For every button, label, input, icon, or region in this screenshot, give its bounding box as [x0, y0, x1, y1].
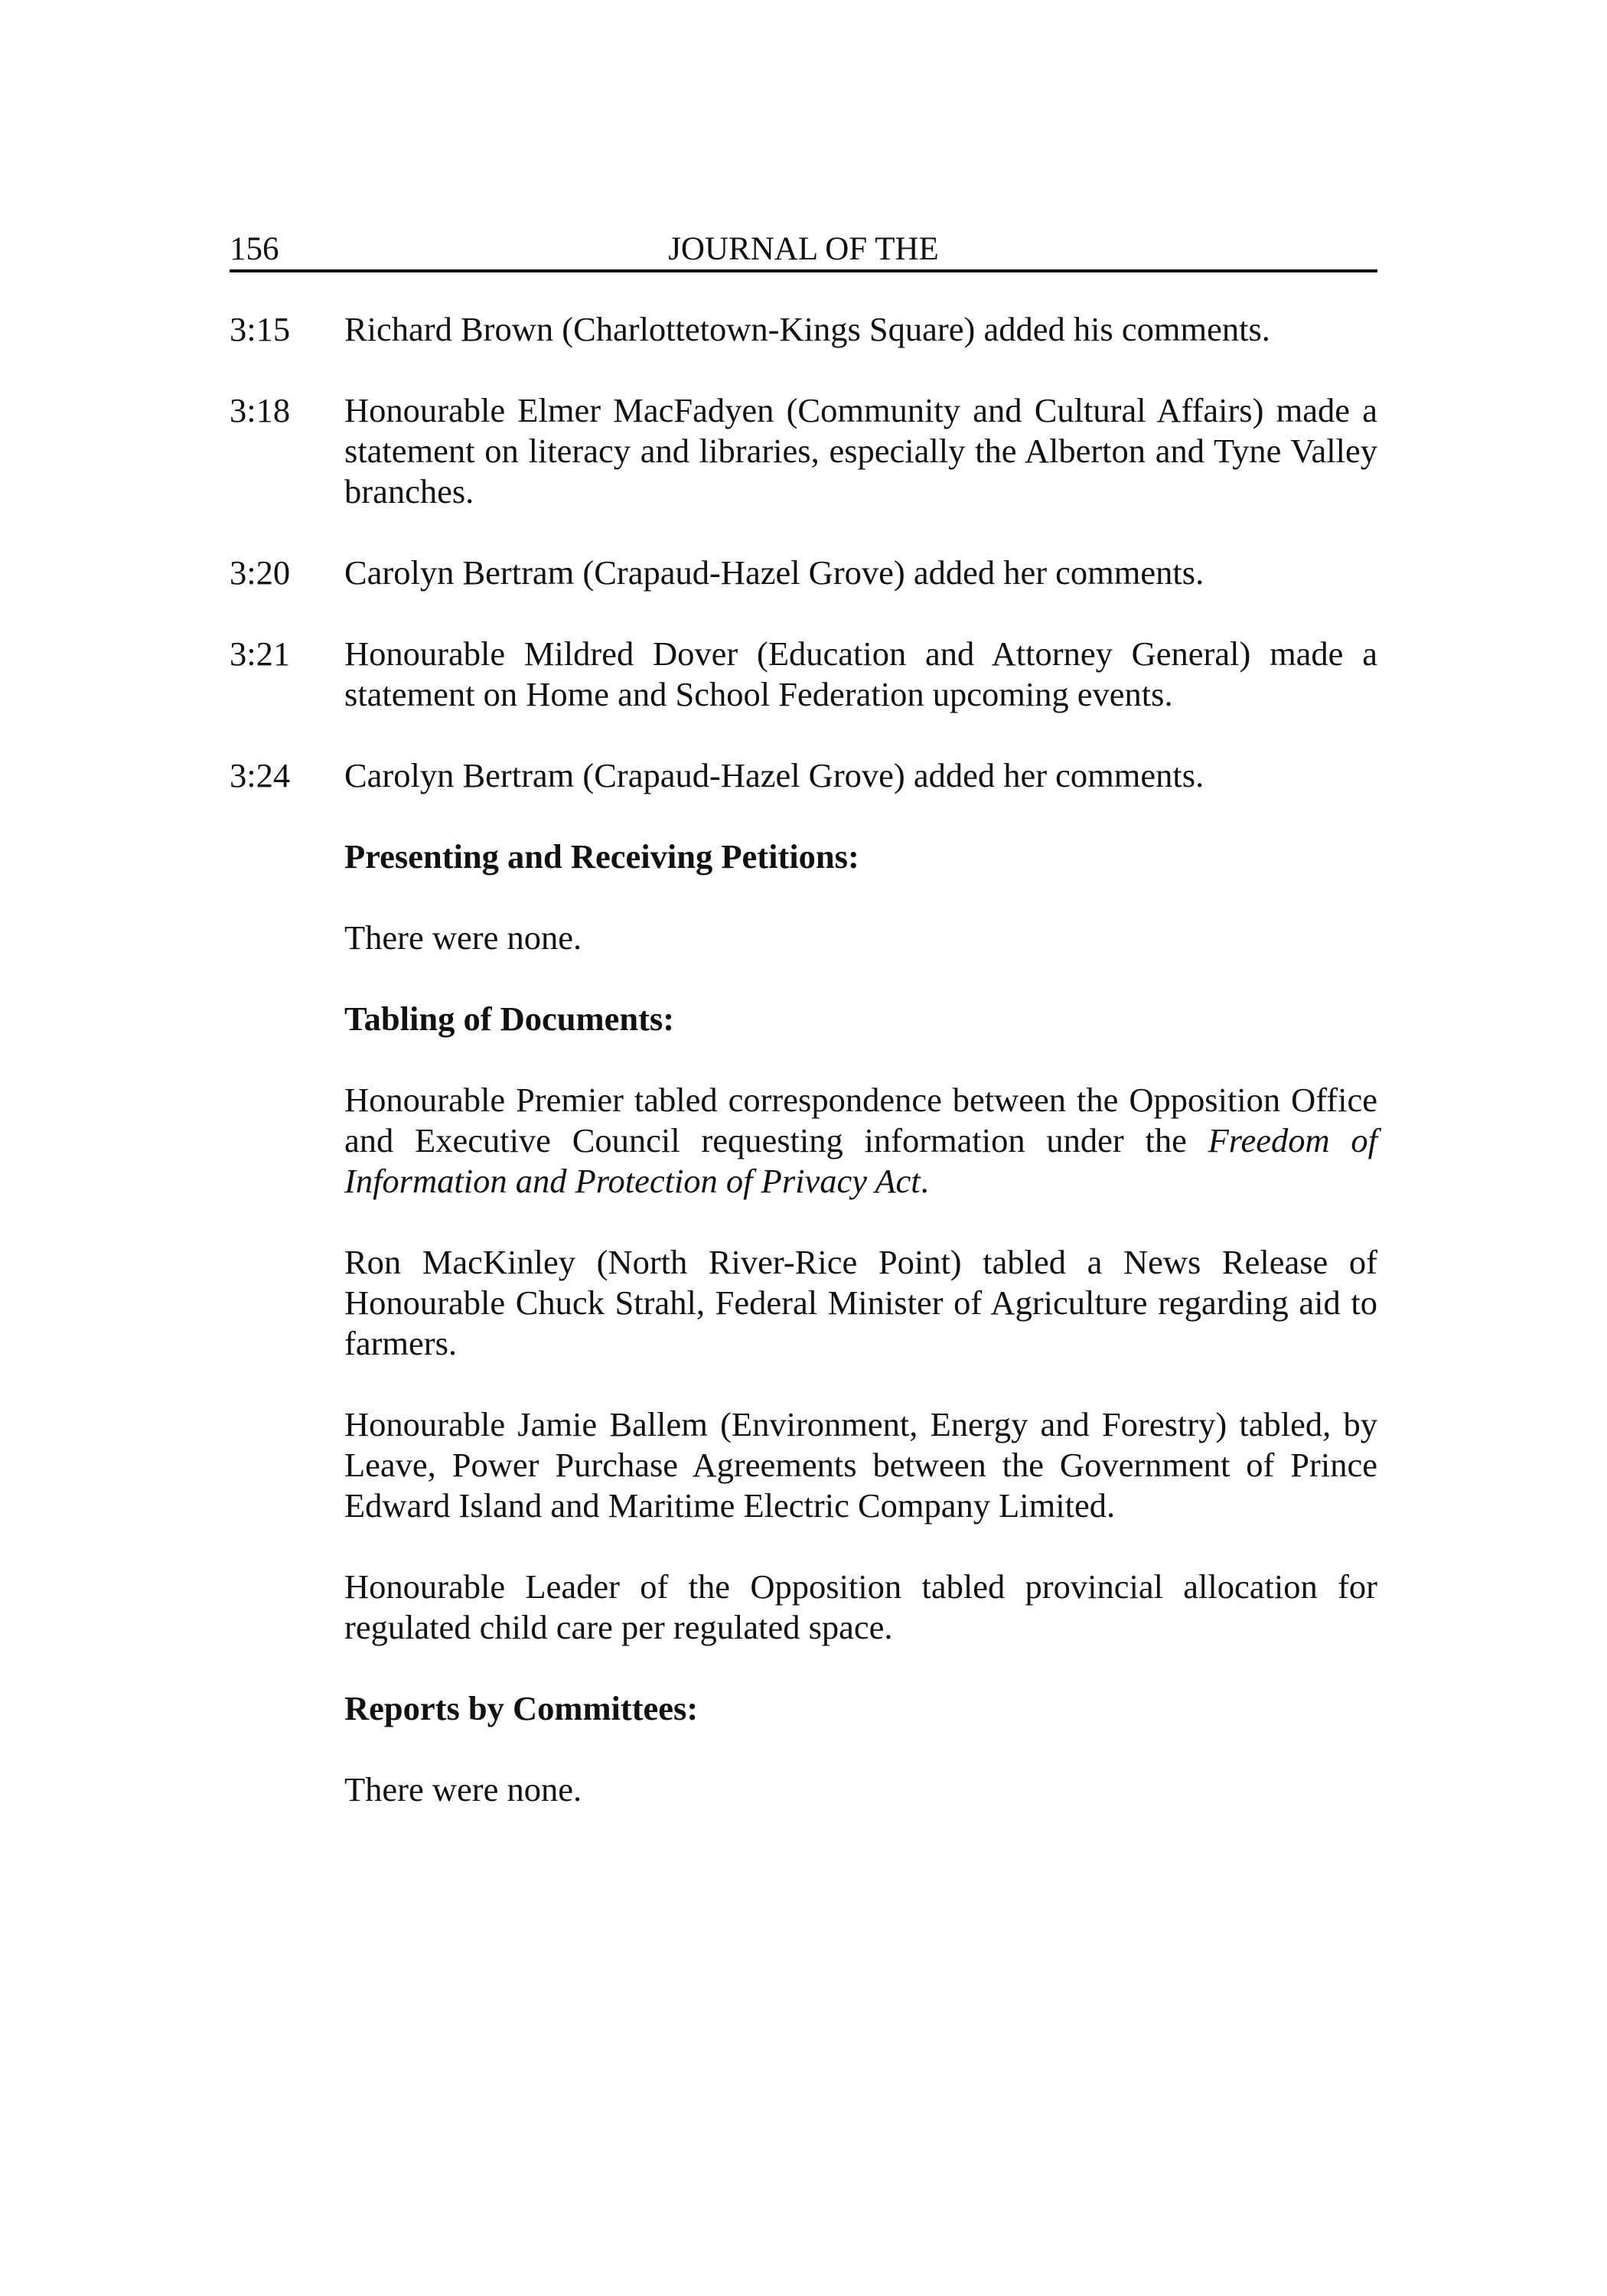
entry-time: 3:18	[230, 391, 291, 429]
tabling-heading: Tabling of Documents:	[344, 1000, 675, 1038]
act-title: Freedom of Information and Protection of Privacy Act	[344, 1121, 1377, 1200]
entry-time: 3:24	[230, 756, 291, 794]
entry-time: 3:20	[230, 553, 291, 592]
time-entry	[230, 309, 1377, 350]
entry-text: Carolyn Bertram (Crapaud-Hazel Grove) added her comments.	[344, 553, 1204, 592]
page-body	[230, 309, 1377, 1810]
entry-text: Carolyn Bertram (Crapaud-Hazel Grove) added her comments.	[344, 756, 1204, 794]
tabling-item-power-purchase: Honourable Jamie Ballem (Environment, Energy and Forestry) tabled, by Leave, Power Purchase Agreements between the Government of Prince Edward Island and Maritime Electric Company Limited.	[344, 1405, 1377, 1525]
page-number: 156	[230, 231, 279, 267]
entry-text: Honourable Elmer MacFadyen (Community and Cultural Affairs) made a statement on literacy and libraries, especially the Alberton and Tyne Valley branches.	[344, 391, 1377, 510]
time-entry	[230, 755, 1377, 796]
time-entry	[230, 390, 1377, 512]
entry-text: Honourable Mildred Dover (Education and Attorney General) made a statement on Home and School Federation upcoming events.	[344, 634, 1377, 713]
petitions-heading: Presenting and Receiving Petitions:	[344, 837, 859, 876]
entry-time: 3:21	[230, 634, 291, 673]
tabling-item-text: Honourable Premier tabled correspondence between the Opposition Office and Executive Council requesting information under the	[344, 1081, 1377, 1159]
entry-text: Richard Brown (Charlottetown-Kings Square) added his comments.	[344, 310, 1270, 348]
committees-text: There were none.	[344, 1770, 582, 1808]
tabling-item-end: .	[920, 1162, 929, 1200]
journal-page	[230, 230, 1377, 1851]
running-head: JOURNAL OF THE	[668, 231, 939, 267]
tabling-item-news-release: Ron MacKinley (North River-Rice Point) tabled a News Release of Honourable Chuck Strahl, Federal Minister of Agriculture regarding aid to farmers.	[344, 1243, 1377, 1362]
page-header	[230, 230, 1377, 272]
tabling-item-child-care: Honourable Leader of the Opposition tabled provincial allocation for regulated child care per regulated space.	[344, 1567, 1377, 1646]
tabling-item-premier	[344, 1080, 1377, 1202]
entry-time: 3:15	[230, 310, 291, 348]
committees-heading: Reports by Committees:	[344, 1689, 699, 1727]
petitions-text: There were none.	[344, 918, 582, 957]
time-entry	[230, 553, 1377, 593]
time-entry	[230, 634, 1377, 715]
